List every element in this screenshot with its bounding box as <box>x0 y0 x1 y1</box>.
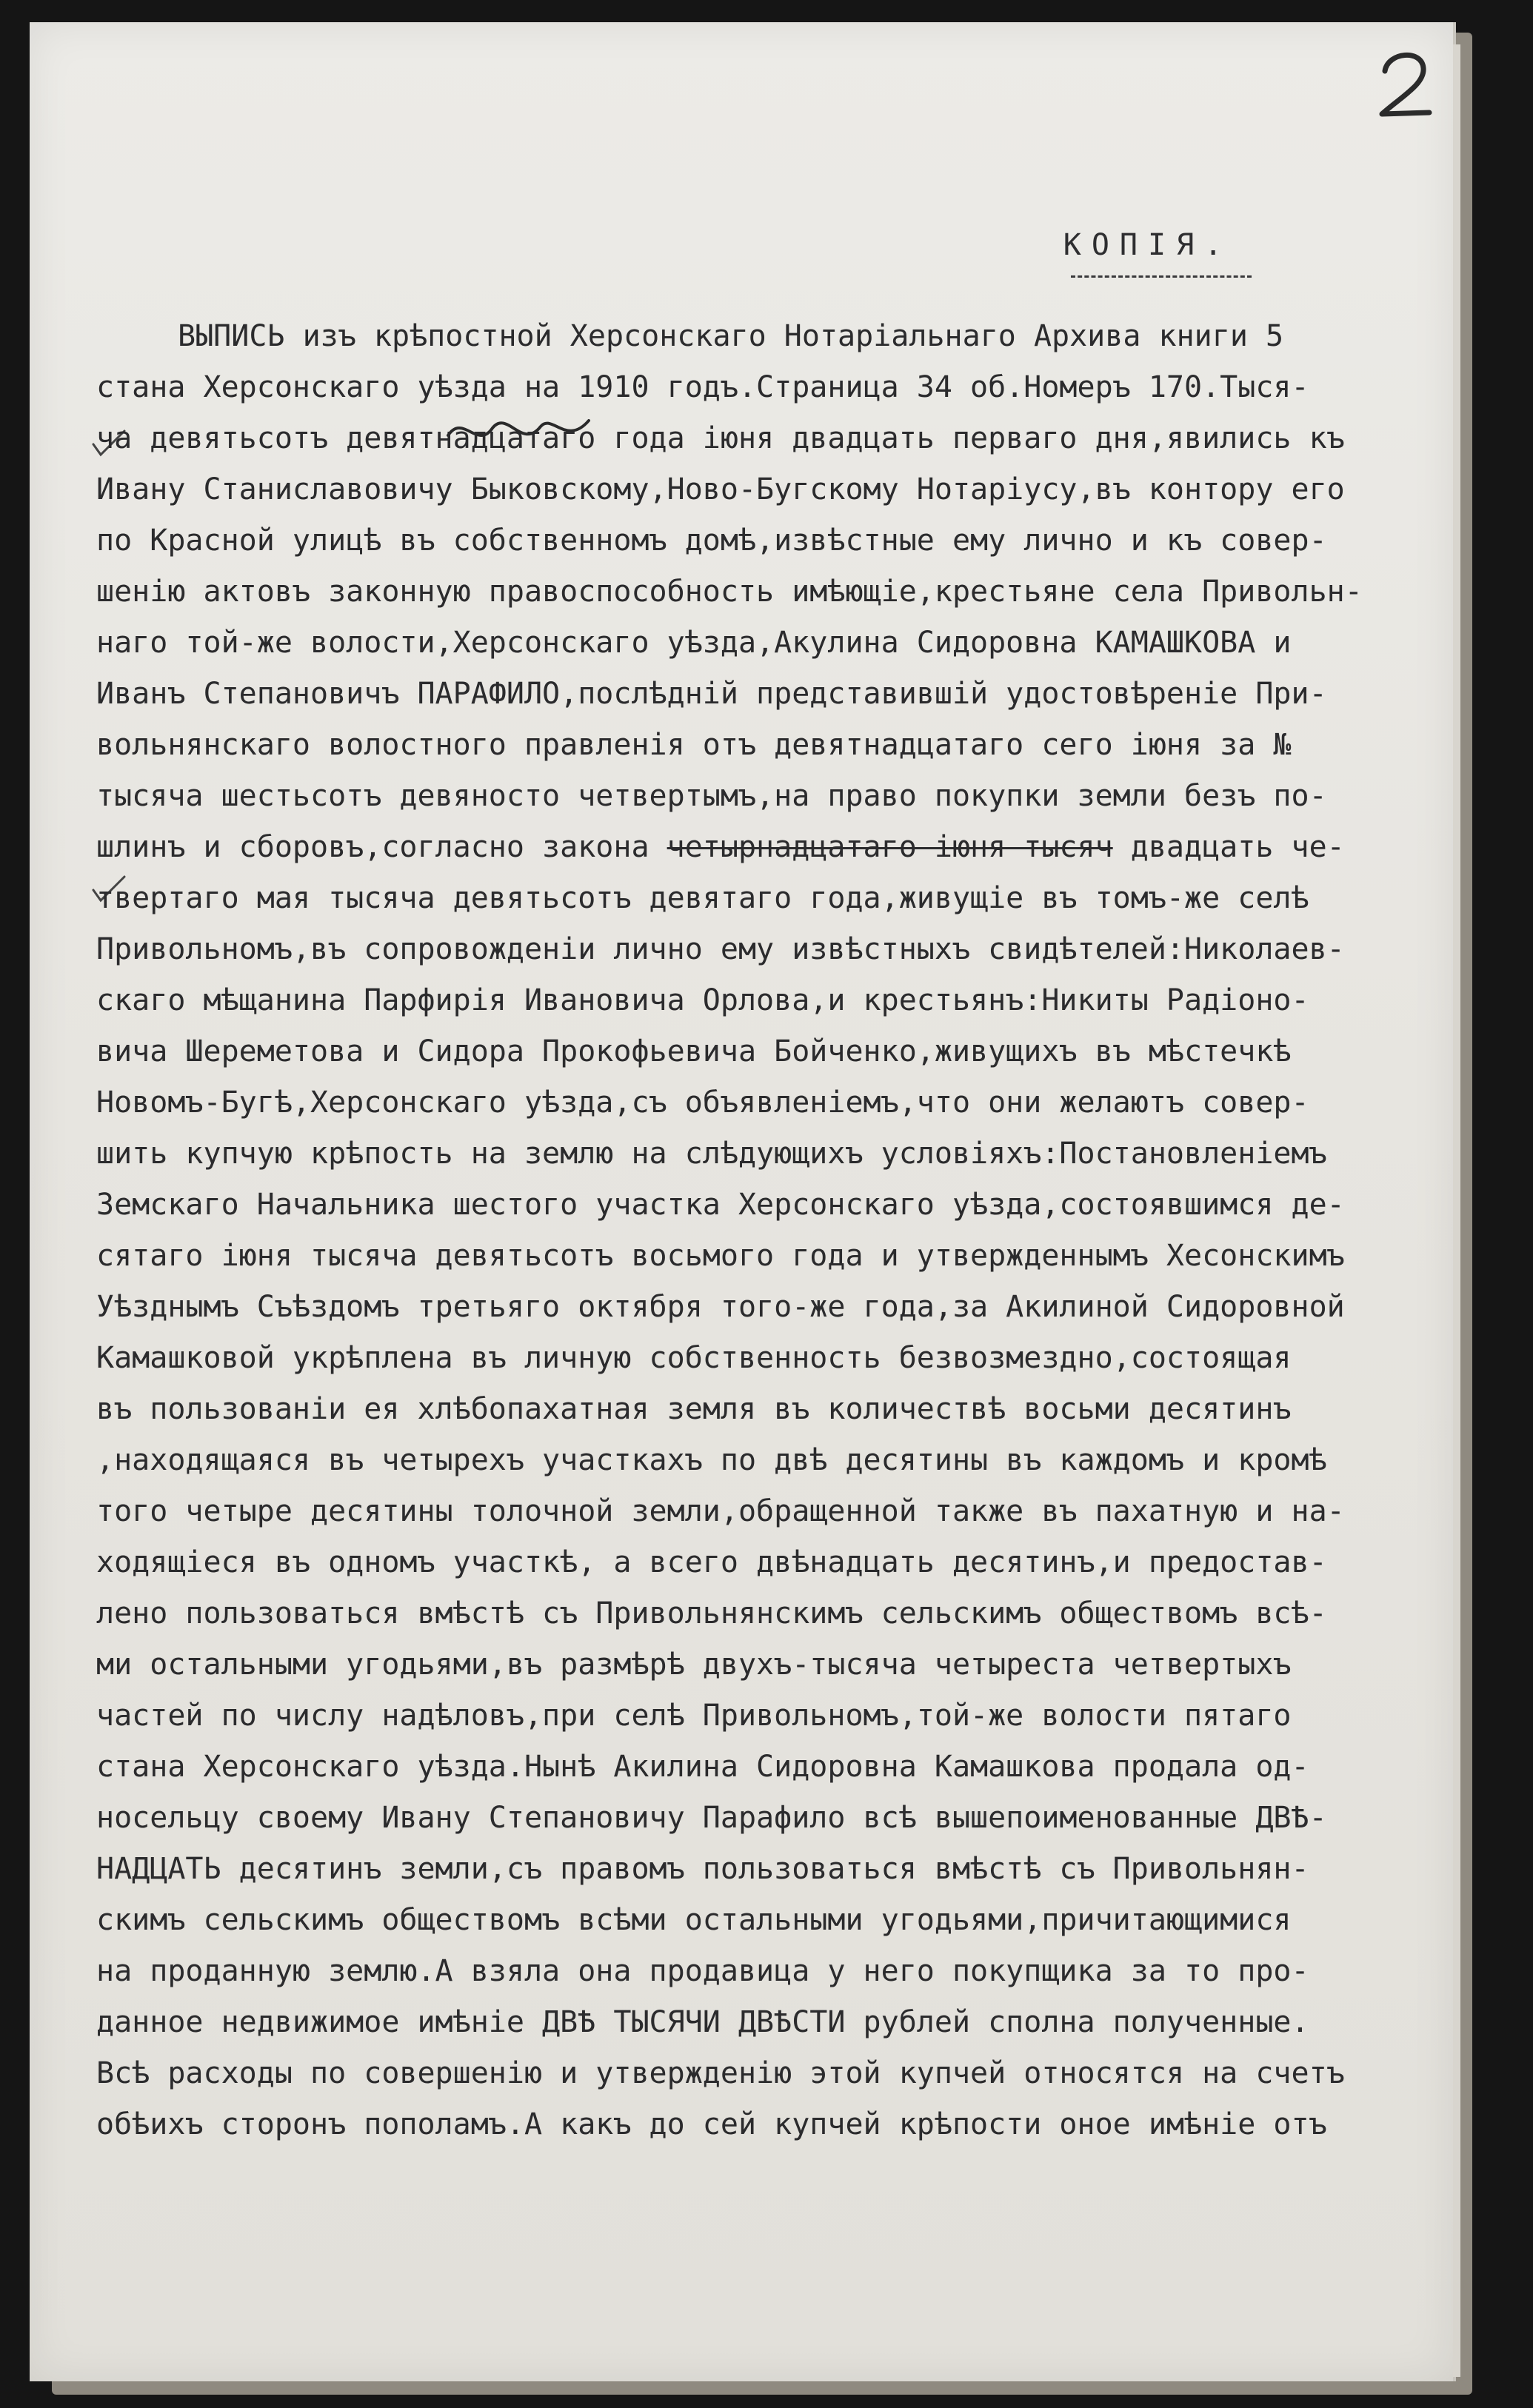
text-line: Иванъ Степановичъ ПАРАФИЛО,послѣдній представившій удостовѣреніе При- <box>96 677 1327 711</box>
text-line: по Красной улицѣ въ собственномъ домѣ,извѣстные ему лично и къ совер- <box>96 524 1327 558</box>
text-line: того четыре десятины толочной земли,обращенной также въ пахатную и на- <box>96 1494 1345 1528</box>
text-line: скаго мѣщанина Парфирія Ивановича Орлова,и крестьянъ:Никиты Радіоно- <box>96 983 1309 1017</box>
text-line: вича Шереметова и Сидора Прокофьевича Бойченко,живущихъ въ мѣстечкѣ <box>96 1034 1292 1068</box>
text-line: Привольномъ,въ сопровожденіи лично ему извѣстныхъ свидѣтелей:Николаев- <box>96 932 1345 966</box>
text-line: ,находящаяся въ четырехъ участкахъ по двѣ десятины въ каждомъ и кромѣ <box>96 1443 1327 1477</box>
text-line: Земскаго Начальника шестого участка Херсонскаго уѣзда,состоявшимся де- <box>96 1188 1345 1222</box>
text-line: частей по числу надѣловъ,при селѣ Привольномъ,той-же волости пятаго <box>96 1699 1292 1733</box>
handwritten-page-number <box>1372 43 1438 124</box>
text-line: ча девятьсотъ девятнадцатаго года іюня двадцать перваго дня,явились къ <box>96 421 1345 455</box>
title-underline <box>1071 275 1252 278</box>
document-body <box>96 311 1385 2150</box>
text-line: въ пользованіи ея хлѣбопахатная земля въ количествѣ восьми десятинъ <box>96 1392 1292 1426</box>
text-line: на проданную землю.А взяла она продавица у него покупщика за то про- <box>96 1954 1309 1988</box>
text-line: Уѣзднымъ Съѣздомъ третьяго октября того-же года,за Акилиной Сидоровной <box>96 1290 1345 1324</box>
text-line: вольнянскаго волостного правленія отъ девятнадцатаго сего іюня за № <box>96 728 1292 762</box>
text-line: Всѣ расходы по совершенію и утвержденію этой купчей относятся на счетъ <box>96 2056 1345 2090</box>
document-title: КОПІЯ. <box>1063 228 1233 262</box>
page-edge-strip <box>1453 44 1460 2377</box>
text-line: данное недвижимое имѣніе ДВѢ ТЫСЯЧИ ДВѢСТИ рублей сполна полученные. <box>96 2005 1309 2039</box>
text-line: твертаго мая тысяча девятьсотъ девятаго года,живущіе въ томъ-же селѣ <box>96 881 1309 915</box>
text-line: лено пользоваться вмѣстѣ съ Привольнянскимъ сельскимъ обществомъ всѣ- <box>96 1596 1327 1631</box>
text-line: стана Херсонскаго уѣзда на 1910 годъ.Страница 34 об.Номеръ 170.Тыся- <box>96 370 1309 404</box>
text-line: Камашковой укрѣплена въ личную собственность безвозмездно,состоящая <box>96 1341 1292 1375</box>
text-line: ВЫПИСЬ изъ крѣпостной Херсонскаго Нотаріальнаго Архива книги 5 <box>178 319 1284 353</box>
text-line: носельцу своему Ивану Степановичу Парафило всѣ вышепоименованные ДВѢ- <box>96 1801 1327 1835</box>
text-line: обѣихъ сторонъ пополамъ.А какъ до сей купчей крѣпости оное имѣніе отъ <box>96 2107 1327 2141</box>
text-line: скимъ сельскимъ обществомъ всѣми остальными угодьями,причитающимися <box>96 1903 1292 1937</box>
text-line: тысяча шестьсотъ девяносто четвертымъ,на право покупки земли безъ по- <box>96 779 1327 813</box>
text-line: шить купчую крѣпость на землю на слѣдующихъ условіяхъ:Постановленіемъ <box>96 1137 1327 1171</box>
text-line: ми остальными угодьями,въ размѣрѣ двухъ-тысяча четыреста четвертыхъ <box>96 1648 1292 1682</box>
text-line: сятаго іюня тысяча девятьсотъ восьмого года и утвержденнымъ Хесонскимъ <box>96 1239 1345 1273</box>
text-line: наго той-же волости,Херсонскаго уѣзда,Акулина Сидоровна КАМАШКОВА и <box>96 626 1292 660</box>
text-line: стана Херсонскаго уѣзда.Нынѣ Акилина Сидоровна Камашкова продала од- <box>96 1750 1309 1784</box>
struck-out-text: четырнадцатаго іюня тысяч <box>667 830 1113 864</box>
text-line-with-strikethrough: шлинъ и сборовъ,согласно закона четырнадцатаго іюня тысяч двадцать че- <box>96 830 1345 864</box>
text-line: Новомъ-Бугѣ,Херсонскаго уѣзда,съ объявленіемъ,что они желаютъ совер- <box>96 1086 1309 1120</box>
text-line: НАДЦАТЬ десятинъ земли,съ правомъ пользоваться вмѣстѣ съ Привольнян- <box>96 1852 1309 1886</box>
text-line: ходящіеся въ одномъ участкѣ, а всего двѣнадцать десятинъ,и предостав- <box>96 1545 1327 1579</box>
page-number-glyph <box>1372 43 1438 124</box>
text-line: шенію актовъ законную правоспособность имѣющіе,крестьяне села Привольн- <box>96 575 1363 609</box>
text-line: Ивану Станиславовичу Быковскому,Ново-Бугскому Нотаріусу,въ контору его <box>96 472 1345 506</box>
